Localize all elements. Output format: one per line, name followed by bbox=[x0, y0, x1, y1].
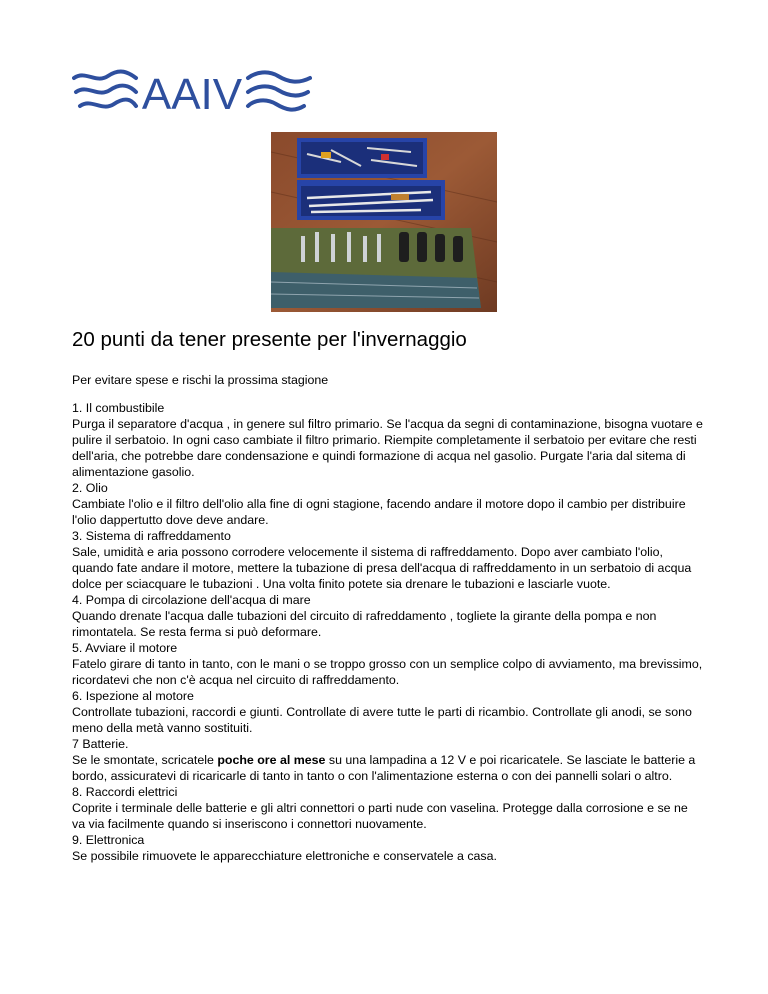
item-heading: 1. Il combustibile bbox=[72, 401, 165, 415]
list-item bbox=[72, 592, 704, 640]
list-item bbox=[72, 640, 704, 688]
list-item bbox=[72, 736, 704, 784]
item-text: Cambiate l'olio e il filtro dell'olio alla fine di ogni stagione, facendo andare il motore dopo il cambio per distribuire l'olio dappertutto dove deve andare. bbox=[72, 497, 686, 527]
list-item bbox=[72, 688, 704, 736]
item-heading: 7 Batterie. bbox=[72, 737, 129, 751]
item-heading: 8. Raccordi elettrici bbox=[72, 785, 178, 799]
item-heading: 2. Olio bbox=[72, 481, 108, 495]
item-text-bold: poche ore al mese bbox=[217, 753, 326, 767]
item-text: Coprite i terminale delle batterie e gli altri connettori o parti nude con vaselina. Protegge dalla corrosione e se ne va via facilmente quando si inseriscono i connettori nuovamente. bbox=[72, 801, 688, 831]
toolbox-photo bbox=[271, 132, 497, 312]
item-heading: 5. Avviare il motore bbox=[72, 641, 178, 655]
page-title: 20 punti da tener presente per l'invernaggio bbox=[72, 328, 467, 351]
item-heading: 4. Pompa di circolazione dell'acqua di mare bbox=[72, 593, 311, 607]
item-text-post: su una lampadina a 12 V e poi ricaricatele. Se lasciate le batterie a bordo, assicuratevi di ricaricarle di tanto in tanto o con l'alimentazione esterna o con dei pannelli solari o altro. bbox=[72, 753, 696, 783]
item-text: Sale, umidità e aria possono corrodere velocemente il sistema di raffreddamento. Dopo aver cambiato l'olio, quando fate andare il motore, mettere la tubazione di presa dell'acqua di raffreddamento in un serbatoio di acqua dolce per sciacquare le tubazioni . Una volta finito potete sia drenare le tubazioni e lasciarle vuote. bbox=[72, 545, 692, 591]
item-text-pre: Se le smontate, scricatele bbox=[72, 753, 218, 767]
item-text: Quando drenate l'acqua dalle tubazioni del circuito di rafreddamento , togliete la girante della pompa e non rimontatela. Se resta ferma si può deformare. bbox=[72, 609, 657, 639]
item-heading: 9. Elettronica bbox=[72, 833, 145, 847]
list-item bbox=[72, 400, 704, 480]
aaiv-logo bbox=[72, 68, 312, 120]
document-body bbox=[72, 372, 704, 864]
item-text: Purga il separatore d'acqua , in genere sul filtro primario. Se l'acqua da segni di contaminazione, bisogna vuotare e pulire il serbatoio. In ogni caso cambiate il filtro primario. Riempite completamente il serbatoio per evitare che resti dell'aria, che potrebbe dare condensazione e quindi formazione di acqua nel gasolio. Purgate l'aria dal sitema di alimentazione gasolio. bbox=[72, 417, 703, 479]
item-text: Se possibile rimuovete le apparecchiature elettroniche e conservatele a casa. bbox=[72, 849, 497, 863]
item-text: Fatelo girare di tanto in tanto, con le mani o se troppo grosso con un semplice colpo di avviamento, ma brevissimo, ricordatevi che non c'è acqua nel circuito di raffreddamento. bbox=[72, 657, 703, 687]
intro-text: Per evitare spese e rischi la prossima stagione bbox=[72, 373, 329, 387]
item-text: Controllate tubazioni, raccordi e giunti. Controllate di avere tutte le parti di ricambio. Controllate gli anodi, se sono meno della metà vanno sostituiti. bbox=[72, 705, 692, 735]
item-heading: 3. Sistema di raffreddamento bbox=[72, 529, 231, 543]
list-item bbox=[72, 480, 704, 528]
list-item bbox=[72, 528, 704, 592]
logo-text: AAIV bbox=[141, 70, 243, 119]
item-text bbox=[72, 752, 704, 784]
item-heading: 6. Ispezione al motore bbox=[72, 689, 194, 703]
list-item bbox=[72, 784, 704, 832]
list-item bbox=[72, 832, 704, 864]
